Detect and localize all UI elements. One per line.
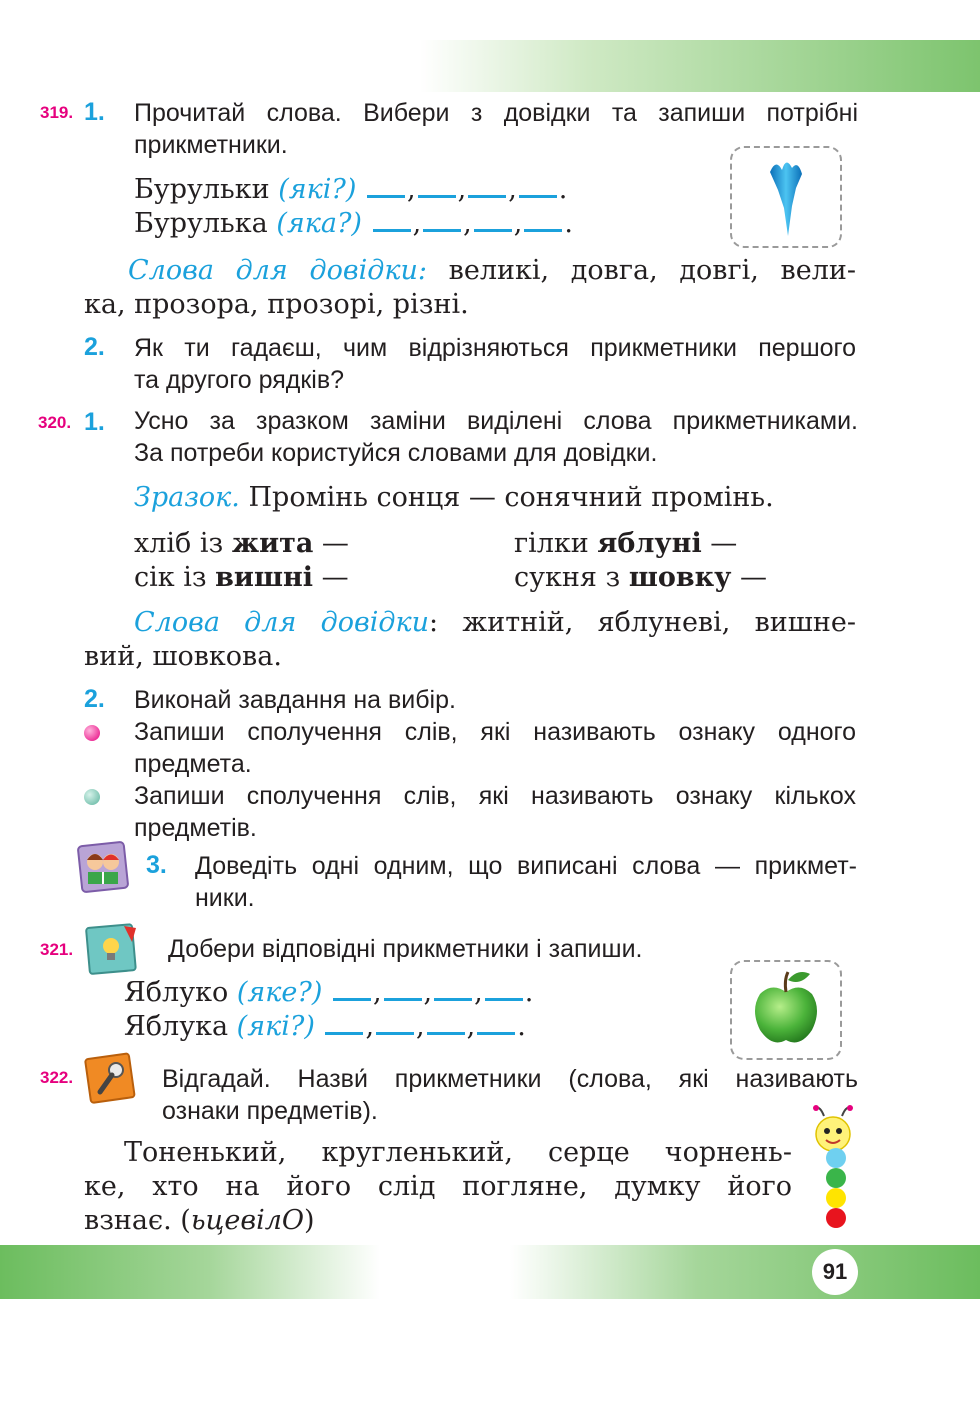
exercise-number-320: 320. [38, 413, 72, 432]
fill-row-2: Яблука (які?) , , , . [124, 1011, 526, 1042]
phrase-4: сукня з шовку — [514, 562, 767, 593]
fill-row-2: Бурулька (яка?) , , , . [134, 208, 573, 239]
pink-bullet-icon [84, 725, 100, 741]
task-number: 2. [84, 685, 105, 713]
apple-icon [732, 962, 840, 1058]
task-number: 2. [84, 333, 105, 361]
riddle-answer: ьцевілО [190, 1205, 305, 1236]
task-number: 3. [146, 851, 167, 879]
riddle-text: Тоненький, кругленький, серце чорнень- ке, хто на його слід погляне, думку його взнає. (ьцевілО) [84, 1137, 792, 1236]
apple-picture-frame [730, 960, 842, 1060]
icicle-picture-frame [730, 146, 842, 248]
exercise-number-322: 322. [40, 1068, 74, 1087]
phrase-2: гілки яблуні — [514, 528, 738, 559]
caterpillar-icon [808, 1104, 858, 1234]
phrase-1: хліб із жита — [134, 528, 349, 559]
teal-bullet-icon [84, 789, 100, 805]
exercise-number-321: 321. [40, 940, 74, 959]
hint-block-319: Слова для довідки: великі, довга, довгі, вели- ка, прозора, прозорі, різні. [84, 255, 857, 320]
sample-line: Зразок. Промінь сонця — сонячний промінь. [134, 482, 774, 513]
task-text: Відгадай. Назви́ прикметники (слова, які називають ознаки предметів). [162, 1065, 858, 1125]
page-number: 91 [812, 1249, 858, 1295]
task-text: Прочитай слова. Вибери з довідки та запиши потрібні прикметники. [134, 99, 858, 159]
bottom-green-band-left [0, 1245, 380, 1299]
task-number: 1. [84, 98, 105, 126]
option-one: Запиши сполучення слів, які називають ознаку одного предмета. [134, 718, 856, 778]
task-number: 1. [84, 408, 105, 436]
phrase-3: сік із вишні — [134, 562, 349, 593]
microphone-icon [82, 1050, 140, 1108]
task-text: Виконай завдання на вибір. [134, 686, 456, 714]
task-text: Усно за зразком заміни виділені слова прикметниками. За потреби користуйся словами для довідки. [134, 407, 858, 467]
task-text: Як ти гадаєш, чим відрізняються прикметники першого та другого рядків? [134, 334, 856, 394]
top-green-band [420, 40, 980, 92]
fill-row-1: Яблуко (яке?) , , , . [124, 977, 534, 1008]
task-text: Добери відповідні прикметники і запиши. [168, 935, 643, 963]
hint-block-320: Слова для довідки: житній, яблуневі, вишне- вий, шовкова. [84, 607, 857, 672]
lightbulb-note-icon [84, 922, 140, 978]
option-two: Запиши сполучення слів, які називають ознаку кількох предметів. [134, 782, 856, 842]
task-text: Доведіть одні одним, що виписані слова — прикмет- ники. [195, 852, 857, 912]
fill-row-1: Бурульки (які?) , , , . [134, 174, 568, 205]
exercise-number-319: 319. [40, 103, 74, 122]
icicle-icon [732, 148, 840, 246]
bottom-green-band-right [510, 1245, 980, 1299]
children-book-icon [76, 840, 130, 894]
